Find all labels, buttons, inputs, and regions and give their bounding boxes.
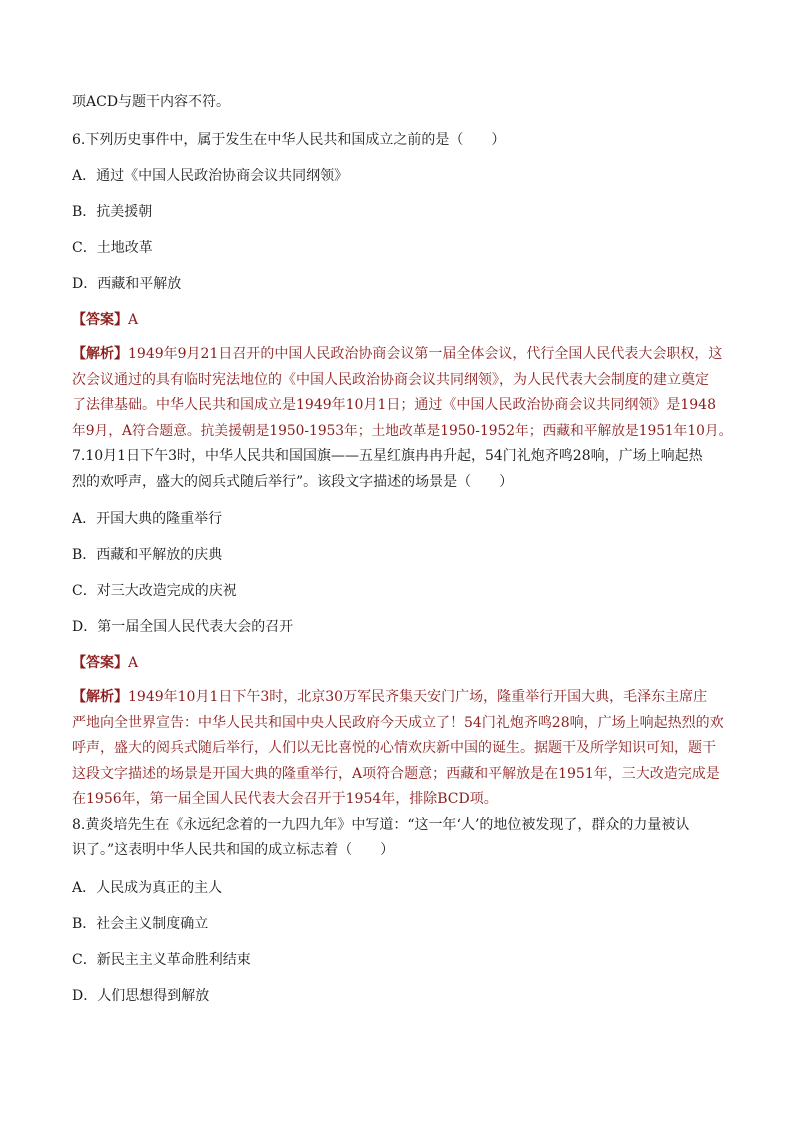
analysis-line: 【解析】1949年10月1日下午3时，北京30万军民齐集天安门广场，隆重举行开国大典，毛泽东主席庄 <box>72 689 708 705</box>
q7-option-b: B．西藏和平解放的庆典 <box>72 547 223 563</box>
q7-option-c: C．对三大改造完成的庆祝 <box>72 583 237 599</box>
analysis-line: 在1956年，第一届全国人民代表大会召开于1954年，排除BCD项。 <box>72 791 498 807</box>
analysis-line: 这段文字描述的场景是开国大典的隆重举行，A项符合题意；西藏和平解放是在1951年，三大改造完成是 <box>72 765 720 782</box>
q6-analysis <box>72 342 732 444</box>
document-page <box>72 92 732 1006</box>
q6-answer <box>72 310 732 330</box>
answer-value: A <box>128 655 139 671</box>
q7-option-a: A．开国大典的隆重举行 <box>72 511 223 527</box>
answer-tag: 【答案】 <box>72 312 128 328</box>
q7-answer <box>72 653 732 673</box>
analysis-line: 【解析】1949年9月21日召开的中国人民政治协商会议第一届全体会议，代行全国人民代表大会职权，这 <box>72 346 723 362</box>
prev-answer-tail: 项ACD与题干内容不符。 <box>72 94 231 110</box>
answer-tag: 【答案】 <box>72 655 128 671</box>
analysis-line: 次会议通过的具有临时宪法地位的《中国人民政治协商会议共同纲领》，为人民代表大会制度的建立奠定 <box>72 371 709 388</box>
q8-option-c: C．新民主主义革命胜利结束 <box>72 951 251 968</box>
q6-option-a: A．通过《中国人民政治协商会议共同纲领》 <box>72 168 349 184</box>
analysis-line: 严地向全世界宣告：中华人民共和国中央人民政府今天成立了！54门礼炮齐鸣28响，广场上响起热烈的欢 <box>72 714 724 731</box>
q8-option-b: B．社会主义制度确立 <box>72 915 209 932</box>
analysis-line: 年9月，A符合题意。抗美援朝是1950-1953年；土地改革是1950-1952年；西藏和平解放是1951年10月。 <box>72 422 733 439</box>
q8-option-d: D．人们思想得到解放 <box>72 987 210 1004</box>
q6-option-c: C．土地改革 <box>72 240 153 256</box>
q8-stem: 8.黄炎培先生在《永远纪念着的一九四九年》中写道：“这一年‘人’的地位被发现了，群众的力量被认 识了。”这表明中华人民共和国的成立标志着（ ） <box>72 816 690 858</box>
analysis-line: 了法律基础。中华人民共和国成立是1949年10月1日；通过《中国人民政治协商会议共同纲领》是1948 <box>72 397 716 413</box>
q7-option-d: D．第一届全国人民代表大会的召开 <box>72 619 294 635</box>
analysis-tag: 【解析】 <box>72 346 128 362</box>
analysis-tag: 【解析】 <box>72 689 128 705</box>
q8-option-a: A．人民成为真正的主人 <box>72 879 223 896</box>
analysis-line: 呼声，盛大的阅兵式随后举行，人们以无比喜悦的心情欢庆新中国的诞生。据题干及所学知识可知，题干 <box>72 740 716 756</box>
q7-stem: 7.10月1日下午3时，中华人民共和国国旗——五星红旗冉冉升起，54门礼炮齐鸣28响，广场上响起热 烈的欢呼声，盛大的阅兵式随后举行”。该段文字描述的场景是（ ） <box>72 448 703 490</box>
q6-stem: 6.下列历史事件中，属于发生在中华人民共和国成立之前的是（ ） <box>72 132 506 148</box>
q6-option-d: D．西藏和平解放 <box>72 276 182 292</box>
q6-option-b: B．抗美援朝 <box>72 204 153 220</box>
q7-analysis <box>72 685 732 813</box>
answer-value: A <box>128 312 139 328</box>
